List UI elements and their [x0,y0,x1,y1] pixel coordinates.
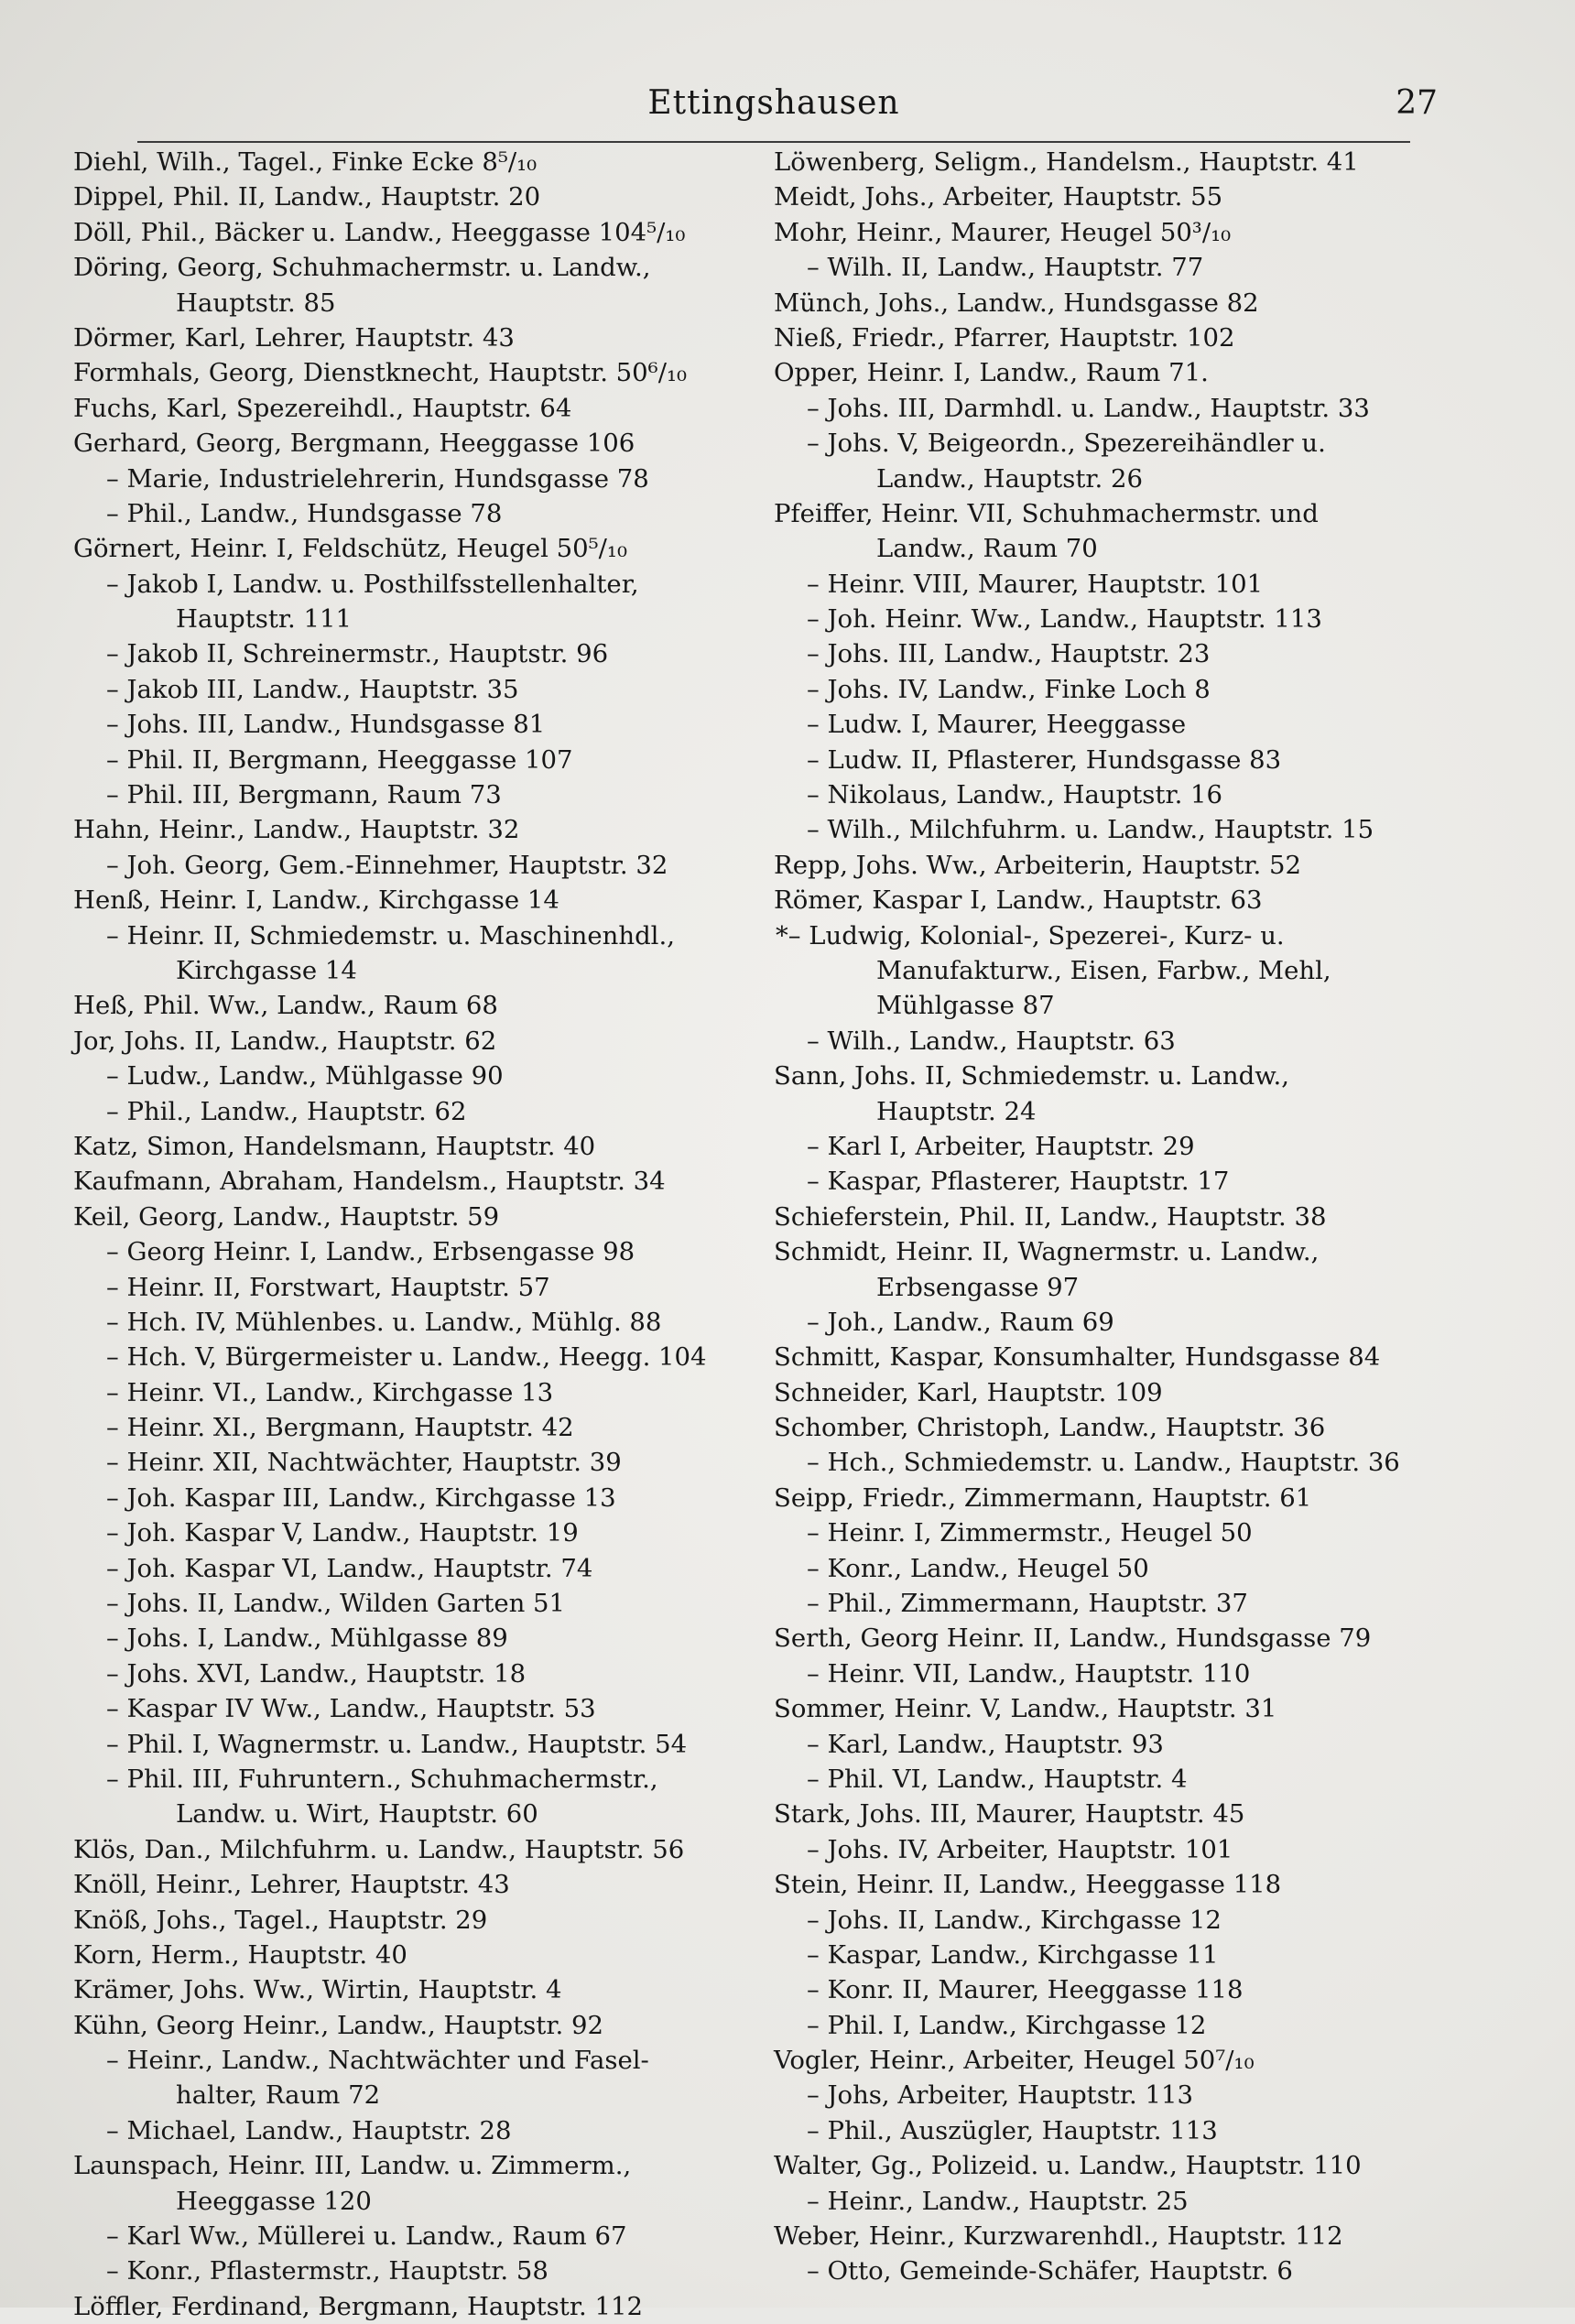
directory-entry: Katz, Simon, Handelsmann, Hauptstr. 40 [73,1131,596,1161]
directory-entry: – Jakob III, Landw., Hauptstr. 35 [106,674,519,704]
directory-entry: – Ludw. II, Pflasterer, Hundsgasse 83 [807,744,1282,775]
directory-entry: Görnert, Heinr. I, Feldschütz, Heugel 50⁵/₁₀ [73,534,627,564]
directory-entry: – Hch. V, Bürgermeister u. Landw., Heegg. 104 [106,1342,707,1373]
directory-entry: – Georg Heinr. I, Landw., Erbsengasse 98 [106,1237,635,1267]
directory-entry: Fuchs, Karl, Spezereihdl., Hauptstr. 64 [73,393,572,423]
directory-entry: Mohr, Heinr., Maurer, Heugel 50³/₁₀ [774,217,1232,247]
directory-entry: – Johs. III, Darmhdl. u. Landw., Hauptstr. 33 [807,393,1370,423]
directory-entry: – Heinr. VI., Landw., Kirchgasse 13 [106,1377,554,1407]
directory-entry: Klös, Dan., Milchfuhrm. u. Landw., Hauptstr. 56 [73,1834,685,1864]
directory-entry: Schomber, Christoph, Landw., Hauptstr. 36 [774,1413,1326,1443]
directory-entry: Heeggasse 120 [176,2186,372,2216]
directory-entry: – Konr. II, Maurer, Heeggasse 118 [807,1975,1244,2005]
directory-entry: – Johs, Arbeiter, Hauptstr. 113 [807,2080,1193,2111]
directory-entry: Krämer, Johs. Ww., Wirtin, Hauptstr. 4 [73,1975,562,2005]
directory-entry: – Ludw. I, Maurer, Heeggasse [807,710,1187,740]
directory-entry: – Ludw., Landw., Mühlgasse 90 [106,1061,504,1091]
directory-entry: – Heinr. XII, Nachtwächter, Hauptstr. 39 [106,1448,622,1478]
directory-entry: Seipp, Friedr., Zimmermann, Hauptstr. 61 [774,1482,1312,1513]
directory-entry: – Heinr. XI., Bergmann, Hauptstr. 42 [106,1413,574,1443]
directory-entry: Repp, Johs. Ww., Arbeiterin, Hauptstr. 52 [774,850,1301,880]
directory-entry: Löwenberg, Seligm., Handelsm., Hauptstr. 41 [774,147,1359,177]
directory-entry: Opper, Heinr. I, Landw., Raum 71. [774,358,1209,388]
directory-entry: – Phil., Landw., Hauptstr. 62 [106,1096,467,1126]
directory-entry: – Phil. II, Bergmann, Heeggasse 107 [106,744,573,775]
directory-entry: – Karl Ww., Müllerei u. Landw., Raum 67 [106,2221,627,2252]
directory-entry: – Johs. II, Landw., Kirchgasse 12 [807,1905,1222,1935]
directory-entry: Döring, Georg, Schuhmachermstr. u. Landw., [73,253,651,283]
directory-entry: – Joh. Kaspar VI, Landw., Hauptstr. 74 [106,1553,593,1583]
directory-entry: – Joh. Georg, Gem.-Einnehmer, Hauptstr. 32 [106,850,668,880]
directory-entry: Stein, Heinr. II, Landw., Heeggasse 118 [774,1870,1282,1900]
directory-entry: – Hch., Schmiedemstr. u. Landw., Hauptstr. 36 [807,1448,1400,1478]
directory-entry: – Heinr. I, Zimmermstr., Heugel 50 [807,1518,1253,1548]
directory-entry: Kaufmann, Abraham, Handelsm., Hauptstr. 34 [73,1167,666,1197]
directory-entry: – Jakob I, Landw. u. Posthilfsstellenhalter, [106,569,639,599]
directory-entry: – Joh. Kaspar III, Landw., Kirchgasse 13 [106,1482,616,1513]
directory-entry: halter, Raum 72 [176,2080,381,2111]
directory-entry: *– Ludwig, Kolonial-, Spezerei-, Kurz- u. [776,920,1285,950]
directory-entry: Löffler, Ferdinand, Bergmann, Hauptstr. 112 [73,2291,643,2321]
directory-entry: – Wilh., Milchfuhrm. u. Landw., Hauptstr. 15 [807,815,1374,845]
directory-entry: – Karl, Landw., Hauptstr. 93 [807,1729,1164,1759]
directory-entry: – Johs. III, Landw., Hundsgasse 81 [106,710,546,740]
directory-entry: – Kaspar, Pflasterer, Hauptstr. 17 [807,1167,1230,1197]
running-title: Ettingshausen [647,84,900,122]
directory-entry: Dippel, Phil. II, Landw., Hauptstr. 20 [73,182,541,212]
directory-entry: – Johs. I, Landw., Mühlgasse 89 [106,1624,508,1654]
directory-entry: – Kaspar IV Ww., Landw., Hauptstr. 53 [106,1694,596,1724]
directory-entry: Manufakturw., Eisen, Farbw., Mehl, [876,955,1331,985]
directory-entry: Meidt, Johs., Arbeiter, Hauptstr. 55 [774,182,1223,212]
directory-entry: – Kaspar, Landw., Kirchgasse 11 [807,1939,1219,1970]
directory-entry: Launspach, Heinr. III, Landw. u. Zimmerm., [73,2151,632,2181]
directory-entry: Jor, Johs. II, Landw., Hauptstr. 62 [73,1026,497,1056]
directory-entry: Mühlgasse 87 [876,991,1055,1021]
directory-entry: – Phil., Zimmermann, Hauptstr. 37 [807,1589,1248,1619]
directory-entry: – Joh. Heinr. Ww., Landw., Hauptstr. 113 [807,604,1322,635]
directory-entry: Serth, Georg Heinr. II, Landw., Hundsgasse 79 [774,1624,1372,1654]
directory-entry: – Johs. IV, Landw., Finke Loch 8 [807,674,1211,704]
directory-entry: – Phil. III, Bergmann, Raum 73 [106,780,502,810]
directory-entry: Schneider, Karl, Hauptstr. 109 [774,1377,1163,1407]
directory-entry: – Phil., Landw., Hundsgasse 78 [106,498,503,528]
directory-entry: Gerhard, Georg, Bergmann, Heeggasse 106 [73,429,635,459]
directory-entry: Hauptstr. 24 [876,1096,1037,1126]
directory-entry: Dörmer, Karl, Lehrer, Hauptstr. 43 [73,322,515,353]
directory-entry: – Heinr. II, Forstwart, Hauptstr. 57 [106,1272,550,1302]
directory-entry: – Konr., Landw., Heugel 50 [807,1553,1149,1583]
directory-entry: – Heinr. VII, Landw., Hauptstr. 110 [807,1658,1251,1689]
directory-entry: Kühn, Georg Heinr., Landw., Hauptstr. 92 [73,2010,603,2040]
directory-entry: – Wilh., Landw., Hauptstr. 63 [807,1026,1176,1056]
directory-entry: Diehl, Wilh., Tagel., Finke Ecke 8⁵/₁₀ [73,147,538,177]
directory-entry: – Johs. V, Beigeordn., Spezereihändler u. [807,429,1326,459]
directory-entry: – Nikolaus, Landw., Hauptstr. 16 [807,780,1223,810]
directory-entry: Korn, Herm., Hauptstr. 40 [73,1939,407,1970]
directory-entry: Knöll, Heinr., Lehrer, Hauptstr. 43 [73,1870,510,1900]
directory-entry: Schieferstein, Phil. II, Landw., Hauptstr. 38 [774,1201,1327,1232]
directory-entry: – Heinr. VIII, Maurer, Hauptstr. 101 [807,569,1264,599]
directory-entry: Sommer, Heinr. V, Landw., Hauptstr. 31 [774,1694,1277,1724]
directory-entry: Kirchgasse 14 [176,955,357,985]
directory-entry: – Heinr. II, Schmiedemstr. u. Maschinenhdl., [106,920,675,950]
directory-entry: Henß, Heinr. I, Landw., Kirchgasse 14 [73,885,559,916]
directory-entry: – Michael, Landw., Hauptstr. 28 [106,2115,512,2145]
directory-entry: – Phil. I, Landw., Kirchgasse 12 [807,2010,1207,2040]
directory-entry: Erbsengasse 97 [876,1272,1080,1302]
page-number: 27 [1396,84,1438,122]
directory-entry: Schmidt, Heinr. II, Wagnermstr. u. Landw., [774,1237,1320,1267]
directory-entry: Schmitt, Kaspar, Konsumhalter, Hundsgasse 84 [774,1342,1381,1373]
directory-entry: – Phil., Auszügler, Hauptstr. 113 [807,2115,1218,2145]
directory-entry: Nieß, Friedr., Pfarrer, Hauptstr. 102 [774,322,1235,353]
page-header [137,84,1438,143]
directory-entry: – Johs. III, Landw., Hauptstr. 23 [807,639,1211,669]
directory-entry: – Karl I, Arbeiter, Hauptstr. 29 [807,1131,1195,1161]
directory-entry: Sann, Johs. II, Schmiedemstr. u. Landw., [774,1061,1289,1091]
directory-entry: – Johs. II, Landw., Wilden Garten 51 [106,1589,566,1619]
directory-entry: Hauptstr. 111 [176,604,353,635]
directory-entry: Formhals, Georg, Dienstknecht, Hauptstr. 50⁶/₁₀ [73,358,688,388]
directory-entry: – Heinr., Landw., Nachtwächter und Fasel- [106,2046,649,2076]
directory-entry: Stark, Johs. III, Maurer, Hauptstr. 45 [774,1799,1245,1830]
directory-entry: Pfeiffer, Heinr. VII, Schuhmachermstr. und [774,498,1319,528]
directory-entry: – Johs. IV, Arbeiter, Hauptstr. 101 [807,1834,1233,1864]
directory-entry: Keil, Georg, Landw., Hauptstr. 59 [73,1201,500,1232]
directory-entry: – Johs. XVI, Landw., Hauptstr. 18 [106,1658,527,1689]
directory-entry: Heß, Phil. Ww., Landw., Raum 68 [73,991,498,1021]
directory-entry: Hauptstr. 85 [176,288,336,318]
directory-entry: – Jakob II, Schreinermstr., Hauptstr. 96 [106,639,609,669]
directory-entry: – Joh., Landw., Raum 69 [807,1307,1114,1337]
left-column [73,145,769,2324]
directory-entry: – Phil. VI, Landw., Hauptstr. 4 [807,1764,1188,1794]
directory-entry: – Hch. IV, Mühlenbes. u. Landw., Mühlg. 88 [106,1307,662,1337]
directory-entry: Vogler, Heinr., Arbeiter, Heugel 50⁷/₁₀ [774,2046,1255,2076]
directory-entry: Römer, Kaspar I, Landw., Hauptstr. 63 [774,885,1263,916]
directory-entry: – Joh. Kaspar V, Landw., Hauptstr. 19 [106,1518,579,1548]
right-column [774,145,1497,2289]
directory-entry: Hahn, Heinr., Landw., Hauptstr. 32 [73,815,520,845]
directory-entry: Münch, Johs., Landw., Hundsgasse 82 [774,288,1259,318]
directory-entry: – Konr., Pflastermstr., Hauptstr. 58 [106,2256,549,2286]
directory-entry: Döll, Phil., Bäcker u. Landw., Heeggasse 104⁵/₁₀ [73,217,686,247]
directory-entry: – Otto, Gemeinde-Schäfer, Hauptstr. 6 [807,2256,1293,2286]
directory-entry: Landw. u. Wirt, Hauptstr. 60 [176,1799,538,1830]
directory-entry: Knöß, Johs., Tagel., Hauptstr. 29 [73,1905,488,1935]
directory-entry: Landw., Raum 70 [876,534,1098,564]
directory-entry: – Marie, Industrielehrerin, Hundsgasse 78 [106,463,649,494]
directory-entry: – Phil. I, Wagnermstr. u. Landw., Hauptstr. 54 [106,1729,688,1759]
directory-entry: – Heinr., Landw., Hauptstr. 25 [807,2186,1189,2216]
directory-entry: Walter, Gg., Polizeid. u. Landw., Hauptstr. 110 [774,2151,1362,2181]
directory-entry: – Phil. III, Fuhruntern., Schuhmachermstr., [106,1764,658,1794]
directory-entry: – Wilh. II, Landw., Hauptstr. 77 [807,253,1204,283]
directory-entry: Weber, Heinr., Kurzwarenhdl., Hauptstr. 112 [774,2221,1343,2252]
directory-entry: Landw., Hauptstr. 26 [876,463,1143,494]
